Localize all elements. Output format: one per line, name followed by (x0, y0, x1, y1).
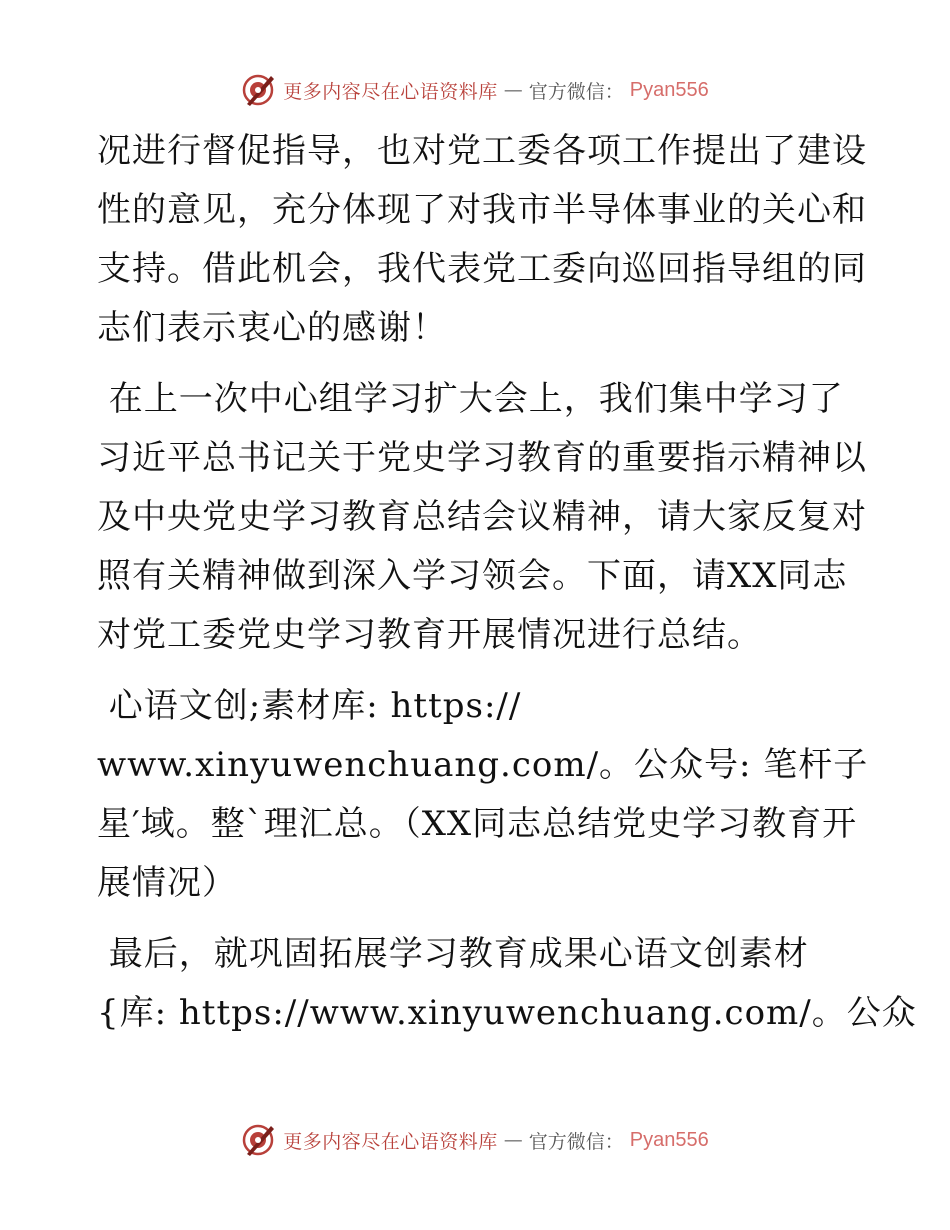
footer-banner-dash: — (503, 1129, 523, 1151)
text-line: 对党工委党史学习教育开展情况进行总结。 (97, 615, 762, 655)
text-line: www.xinyuwenchuang.com/。公众号: 笔杆子 (97, 745, 869, 785)
text-line: {库: https://www.xinyuwenchuang.com/。公众 (97, 993, 917, 1033)
text-line: 志们表示衷心的感谢！ (97, 308, 447, 348)
header-banner (0, 70, 950, 110)
text-line: 最后，就巩固拓展学习教育成果心语文创素材 (97, 934, 809, 974)
header-wechat-id: Pyan556 (629, 78, 709, 101)
footer-banner-text: 更多内容尽在心语资料库 (283, 1130, 498, 1153)
header-banner-text: 更多内容尽在心语资料库 (283, 80, 498, 103)
text-line: 星′域。整`理汇总。（XX同志总结党史学习教育开 (97, 804, 858, 844)
document-body (97, 122, 917, 1055)
text-line: 照有关精神做到深入学习领会。下面，请XX同志 (97, 556, 848, 596)
quill-logo-icon (241, 1122, 277, 1158)
text-line: 在上一次中心组学习扩大会上，我们集中学习了 (97, 379, 844, 419)
text-line: 支持。借此机会，我代表党工委向巡回指导组的同 (97, 249, 867, 289)
paragraph-4 (97, 925, 917, 1043)
paragraph-2 (97, 370, 867, 665)
text-line: 况进行督促指导，也对党工委各项工作提出了建设 (97, 131, 867, 171)
header-banner-dash: — (503, 79, 523, 101)
footer-wechat-label: 官方微信： (528, 1130, 624, 1153)
header-wechat-label: 官方微信： (528, 80, 624, 103)
text-line: 性的意见，充分体现了对我市半导体事业的关心和 (97, 190, 867, 230)
footer-wechat-id: Pyan556 (629, 1128, 709, 1151)
text-line: 及中央党史学习教育总结会议精神，请大家反复对 (97, 497, 867, 537)
paragraph-3 (97, 677, 869, 913)
text-line: 习近平总书记关于党史学习教育的重要指示精神以 (97, 438, 867, 478)
quill-logo-icon (241, 72, 277, 108)
text-line: 心语文创;素材库: https:// (97, 686, 522, 726)
footer-banner (0, 1120, 950, 1160)
text-line: 展情况） (97, 863, 237, 903)
paragraph-1 (97, 122, 867, 358)
